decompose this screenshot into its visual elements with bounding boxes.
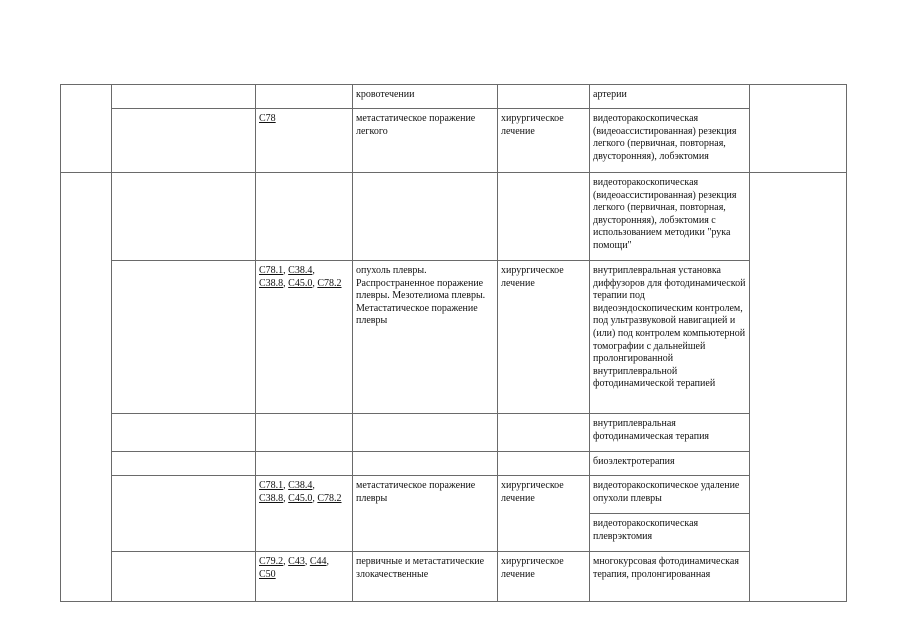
table-row — [61, 109, 847, 173]
cell-norm — [750, 85, 847, 173]
table-row — [61, 85, 847, 109]
treatment-text: хирургическое лечение — [501, 113, 564, 137]
cell-diagnosis — [353, 476, 498, 552]
cell-codes — [256, 109, 353, 173]
cell-diagnosis — [353, 85, 498, 109]
method-text: многокурсовая фотодинамическая терапия, пролонгированная — [593, 556, 739, 580]
icd-code-link[interactable]: C78.2 — [317, 277, 342, 289]
diagnosis-text: первичные и метастатические злокачественные — [356, 556, 485, 580]
treatment-text: хирургическое лечение — [501, 265, 564, 289]
cell-group — [112, 552, 256, 602]
icd-code-link[interactable]: C38.8 — [259, 277, 284, 289]
method-text: видеоторакоскопическая (видеоассистированная) резекция легкого (первичная, повторная, двусторонняя), лобэктомия — [593, 113, 737, 162]
cell-diagnosis — [353, 173, 498, 261]
cell-method — [590, 85, 750, 109]
icd-code-link[interactable]: C78.1 — [259, 265, 284, 276]
cell-method — [590, 552, 750, 602]
cell-method — [590, 173, 750, 261]
cell-diagnosis — [353, 261, 498, 414]
cell-codes — [256, 85, 353, 109]
cell-codes: C79.2, C43, C44, C50 — [256, 552, 353, 602]
method-text: биоэлектротерапия — [593, 456, 675, 467]
icd-code-link[interactable]: C44 — [309, 556, 327, 567]
table-row — [61, 476, 847, 514]
icd-code-link[interactable]: C38.4 — [288, 480, 313, 491]
diagnosis-text: опухоль плевры. Распространенное поражение плевры. Мезотелиома плевры. Метастатическое поражение плевры — [356, 265, 486, 327]
diagnosis-text: метастатическое поражение плевры — [356, 480, 476, 504]
cell-number — [61, 85, 112, 173]
icd-code-link[interactable]: C45.0 — [288, 492, 313, 504]
cell-number — [61, 173, 112, 602]
icd-code-link[interactable]: C38.4 — [288, 265, 313, 276]
cell-group — [112, 173, 256, 261]
cell-method — [590, 109, 750, 173]
cell-group — [112, 85, 256, 109]
icd-code-link[interactable]: C38.8 — [259, 492, 284, 504]
cell-group — [112, 452, 256, 476]
cell-codes — [256, 452, 353, 476]
cell-treatment — [498, 261, 590, 414]
table-row — [61, 452, 847, 476]
table-row — [61, 552, 847, 602]
method-text: внутриплевральная фотодинамическая терапия — [593, 418, 710, 442]
cell-codes: C78.1, C38.4, C38.8, C45.0, C78.2 — [256, 476, 353, 552]
method-text: видеоторакоскопическая (видеоассистированная) резекция легкого (первичная, повторная, двусторонняя), лобэктомия с использованием методики "рука помощи" — [593, 177, 737, 251]
cell-treatment — [498, 414, 590, 452]
icd-code-link[interactable]: C78 — [259, 113, 276, 124]
cell-diagnosis — [353, 552, 498, 602]
cell-group — [112, 109, 256, 173]
icd-code-link[interactable]: C78.2 — [317, 492, 342, 504]
cell-norm — [750, 173, 847, 602]
cell-treatment — [498, 476, 590, 552]
cell-treatment — [498, 85, 590, 109]
cell-group — [112, 414, 256, 452]
method-text: видеоторакоскопическое удаление опухоли плевры — [593, 480, 740, 504]
treatment-text: хирургическое лечение — [501, 480, 564, 504]
cell-codes — [256, 173, 353, 261]
table-row — [61, 414, 847, 452]
medical-services-table — [60, 84, 847, 602]
cell-method — [590, 476, 750, 514]
cell-codes — [256, 414, 353, 452]
table-row — [61, 261, 847, 414]
cell-treatment — [498, 173, 590, 261]
diagnosis-text: кровотечении — [356, 89, 415, 100]
cell-treatment — [498, 109, 590, 173]
cell-method — [590, 261, 750, 414]
cell-diagnosis — [353, 109, 498, 173]
icd-code-link[interactable]: C78.1 — [259, 480, 284, 491]
table-row — [61, 173, 847, 261]
cell-diagnosis — [353, 452, 498, 476]
cell-method — [590, 514, 750, 552]
cell-group — [112, 476, 256, 552]
icd-code-link[interactable]: C43 — [288, 556, 305, 567]
cell-codes: C78.1, C38.4, C38.8, C45.0, C78.2 — [256, 261, 353, 414]
treatment-text: хирургическое лечение — [501, 556, 564, 580]
diagnosis-text: метастатическое поражение легкого — [356, 113, 476, 137]
cell-diagnosis — [353, 414, 498, 452]
cell-group — [112, 261, 256, 414]
cell-treatment — [498, 552, 590, 602]
icd-code-link[interactable]: C79.2 — [259, 556, 284, 567]
cell-method — [590, 414, 750, 452]
cell-treatment — [498, 452, 590, 476]
method-text: артерии — [593, 89, 627, 100]
cell-method — [590, 452, 750, 476]
icd-code-link[interactable]: C45.0 — [288, 277, 313, 289]
icd-code-link[interactable]: C50 — [259, 568, 276, 580]
method-text: видеоторакоскопическая плеврэктомия — [593, 518, 699, 542]
method-text: внутриплевральная установка диффузоров для фотодинамической терапии под видеоэндоскопическим контролем, под ультразвуковой навигацией и (или) под контролем компьютерной томографии с дальнейшей пролонгированной внутриплевральной фотодинамической терапией — [593, 265, 746, 390]
